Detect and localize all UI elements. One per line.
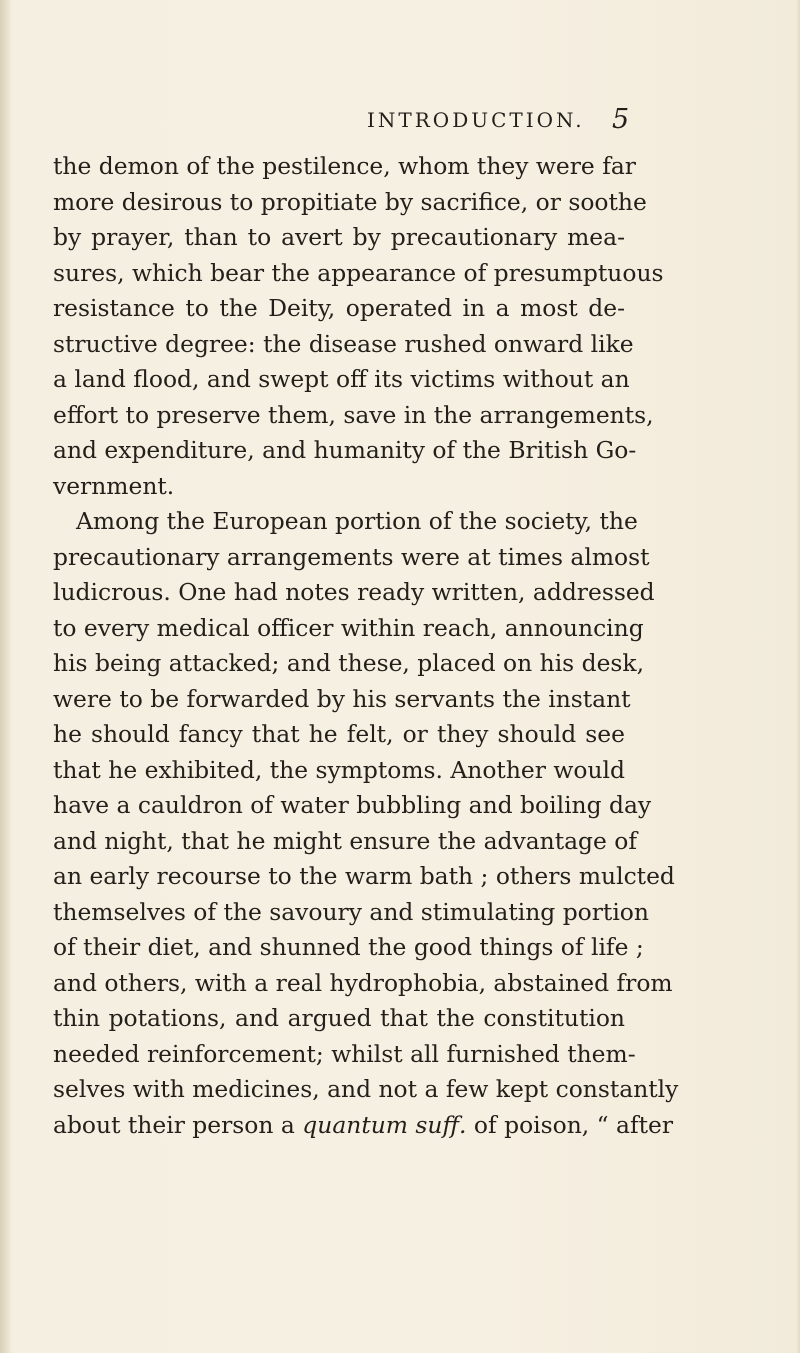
text-line: have a cauldron of water bubbling and boiling day (53, 791, 652, 819)
page-header (0, 104, 800, 138)
final-line-end: of poison, “ after (473, 1110, 674, 1139)
text-line: a land flood, and swept off its victims without an (53, 365, 630, 393)
text-line: the demon of the pestilence, whom they were far (53, 152, 636, 180)
text-line-final (53, 1108, 674, 1144)
text-line: needed reinforcement; whilst all furnished them- (53, 1039, 636, 1068)
text-line: precautionary arrangements were at times almost (53, 542, 650, 571)
text-line: structive degree: the disease rushed onward like (53, 329, 634, 358)
text-line: by prayer, than to avert by precautionary mea- (53, 223, 625, 251)
text-line: of their diet, and shunned the good things of life ; (53, 933, 644, 961)
text-line: and night, that he might ensure the advantage of (53, 826, 638, 855)
italic-phrase: quantum suff. (302, 1110, 467, 1139)
paragraph-start-line: Among the European portion of the society, the (76, 507, 638, 535)
text-line: ludicrous. One had notes ready written, addressed (53, 578, 655, 606)
running-head: INTRODUCTION. (367, 108, 585, 132)
paragraph-end-line: vernment. (53, 471, 175, 500)
text-line: to every medical officer within reach, announcing (53, 613, 644, 642)
page-number: 5 (612, 104, 630, 135)
text-line: an early recourse to the warm bath ; others mulcted (53, 862, 675, 890)
text-line: and expenditure, and humanity of the British Go- (53, 436, 637, 464)
text-line: resistance to the Deity, operated in a most de- (53, 294, 625, 322)
text-line: he should fancy that he felt, or they should see (53, 720, 625, 748)
final-line-start: about their person a (53, 1110, 295, 1139)
text-line: selves with medicines, and not a few kept constantly (53, 1075, 679, 1103)
text-line: his being attacked; and these, placed on his desk, (53, 649, 645, 677)
text-line: effort to preserve them, save in the arrangements, (53, 400, 654, 429)
text-line: were to be forwarded by his servants the instant (53, 684, 631, 713)
text-line: thin potations, and argued that the constitution (53, 1004, 625, 1032)
text-line: themselves of the savoury and stimulating portion (53, 897, 649, 926)
text-line: sures, which bear the appearance of presumptuous (53, 258, 664, 287)
text-line: that he exhibited, the symptoms. Another would (53, 755, 625, 784)
text-line: more desirous to propitiate by sacrifice, or soothe (53, 187, 647, 216)
page-left-edge (0, 0, 10, 1353)
page-right-edge (796, 0, 800, 1353)
text-line: and others, with a real hydrophobia, abstained from (53, 968, 673, 997)
body-text (53, 149, 679, 1143)
